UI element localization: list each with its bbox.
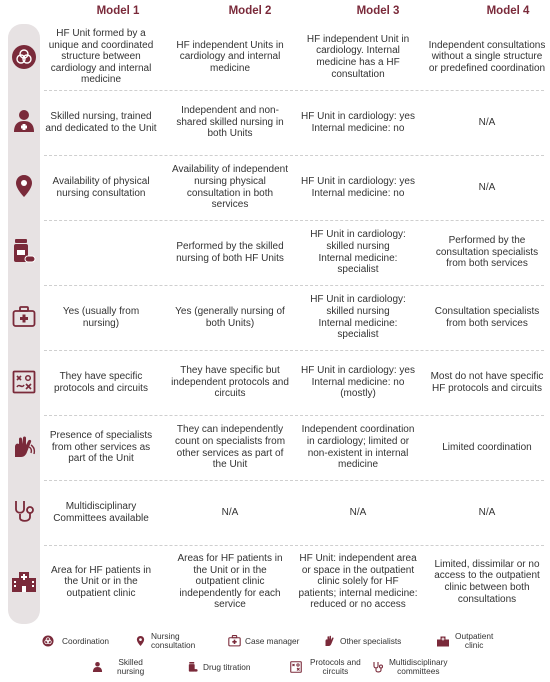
legend-item-skilled-nursing (92, 658, 144, 676)
legend-label: Multidisciplinary committees (389, 657, 448, 676)
row-4-model-1: Yes (usually from nursing) (62, 305, 140, 329)
table-header (40, 0, 550, 24)
outpatient-clinic-icon (10, 567, 38, 595)
protocols-icon (290, 661, 302, 673)
coordination-icon (10, 43, 38, 71)
row-5-model-1: They have specific protocols and circuits (54, 370, 148, 394)
row-2-model-3: HF Unit in cardiology: yes Internal medicine: no (301, 175, 415, 199)
row-4-model-3: HF Unit in cardiology: skilled nursing Internal medicine: specialist (310, 294, 406, 341)
row-8-model-1: Area for HF patients in the Unit or in the outpatient clinic (50, 564, 152, 599)
model-2-header: Model 2 (228, 5, 272, 17)
nursing-consultation-icon (136, 635, 145, 647)
row-1-model-2: Independent and non-shared skilled nursing in both Units (176, 105, 284, 140)
multidisciplinary-committees-icon (372, 661, 384, 674)
legend-item-case-manager (228, 635, 299, 647)
table-row-protocols (0, 350, 550, 415)
row-0-model-2: HF independent Units in cardiology and internal medicine (176, 39, 284, 74)
table-row-nursing-consultation (0, 155, 550, 220)
row-1-model-1: Skilled nursing, trained and dedicated to the Unit (45, 110, 157, 134)
outpatient-clinic-icon (436, 635, 450, 647)
row-8-model-3: HF Unit: independent area or space in the outpatient clinic solely for HF patients; internal medicine: reduced or no access (298, 553, 418, 611)
row-5-model-2: They have specific but independent protocols and circuits (171, 365, 289, 400)
row-6-model-3: Independent coordination in cardiology; limited or non-existent in internal medicine (301, 424, 415, 471)
legend-label: Other specialists (340, 635, 402, 646)
legend-label: Nursing consultation (151, 631, 196, 650)
nursing-consultation-icon (10, 172, 38, 200)
row-3-model-2: Performed by the skilled nursing of both HF Units (176, 240, 284, 264)
legend-item-multidisciplinary-committees (372, 658, 448, 676)
table-row-drug-titration (0, 220, 550, 285)
row-7-model-4: N/A (478, 506, 496, 518)
legend-item-other-specialists (324, 635, 401, 647)
row-2-model-2: Availability of independent nursing physical consultation in both services (171, 164, 288, 211)
other-specialists-icon (324, 635, 336, 647)
other-specialists-icon (10, 433, 38, 461)
legend-label: Drug titration (203, 661, 251, 672)
table-row-multidisciplinary-committees (0, 480, 550, 545)
legend-item-drug-titration (188, 661, 251, 673)
row-6-model-1: Presence of specialists from other services as part of the Unit (49, 430, 153, 465)
model-1-header: Model 1 (96, 5, 140, 17)
skilled-nursing-icon (92, 661, 103, 673)
row-7-model-2: N/A (221, 506, 239, 518)
legend-label: Coordination (62, 635, 110, 646)
row-2-model-1: Availability of physical nursing consultation (52, 175, 150, 199)
protocols-icon (10, 368, 38, 396)
legend-label: Protocols and circuits (310, 657, 361, 676)
row-6-model-4: Limited coordination (442, 441, 532, 453)
row-0-model-1: HF Unit formed by a unique and coordinated structure between cardiology and internal medicine (48, 28, 154, 86)
drug-titration-icon (10, 237, 38, 265)
row-4-model-4: Consultation specialists from both services (434, 305, 540, 329)
table-row-coordination (0, 24, 550, 90)
drug-titration-icon (188, 661, 198, 673)
legend-label: Skilled nursing (117, 657, 145, 676)
table-row-outpatient-clinic (0, 545, 550, 620)
multidisciplinary-committees-icon (10, 498, 38, 526)
row-3-model-3: HF Unit in cardiology: skilled nursing Internal medicine: specialist (310, 229, 406, 276)
coordination-icon (42, 635, 54, 647)
table-row-skilled-nursing (0, 90, 550, 155)
row-8-model-4: Limited, dissimilar or no access to the outpatient clinic between both consultations (434, 558, 540, 605)
row-5-model-4: Most do not have specific HF protocols and circuits (430, 370, 544, 394)
case-manager-icon (10, 303, 38, 331)
case-manager-icon (228, 635, 241, 647)
legend-label: Outpatient clinic (455, 631, 494, 650)
row-1-model-4: N/A (478, 116, 496, 128)
row-3-model-1 (44, 222, 158, 283)
legend-item-coordination (42, 635, 109, 647)
legend-item-nursing-consultation (136, 632, 195, 650)
row-7-model-1: Multidisciplinary Committees available (53, 500, 149, 524)
skilled-nursing-icon (10, 107, 38, 135)
row-7-model-3: N/A (349, 506, 367, 518)
model-4-header: Model 4 (486, 5, 530, 17)
row-0-model-4: Independent consultations without a single structure or predefined coordination (428, 39, 546, 74)
row-2-model-4: N/A (478, 181, 496, 193)
row-6-model-2: They can independently count on specialists from other services as part of the Unit (174, 424, 286, 471)
row-5-model-3: HF Unit in cardiology: yes Internal medicine: no (mostly) (301, 365, 415, 400)
legend-item-outpatient-clinic (436, 632, 493, 650)
row-0-model-3: HF independent Unit in cardiology. Internal medicine has a HF consultation (306, 33, 410, 80)
legend-label: Case manager (245, 635, 300, 646)
row-1-model-3: HF Unit in cardiology: yes Internal medicine: no (301, 110, 415, 134)
legend-item-protocols (290, 658, 361, 676)
row-8-model-2: Areas for HF patients in the Unit or in the outpatient clinic independently for each service (177, 553, 283, 611)
row-4-model-2: Yes (generally nursing of both Units) (175, 305, 285, 329)
table-row-other-specialists (0, 415, 550, 480)
legend (0, 624, 550, 682)
row-3-model-4: Performed by the consultation specialists from both services (435, 235, 539, 270)
model-3-header: Model 3 (356, 5, 400, 17)
table-row-case-manager (0, 285, 550, 350)
